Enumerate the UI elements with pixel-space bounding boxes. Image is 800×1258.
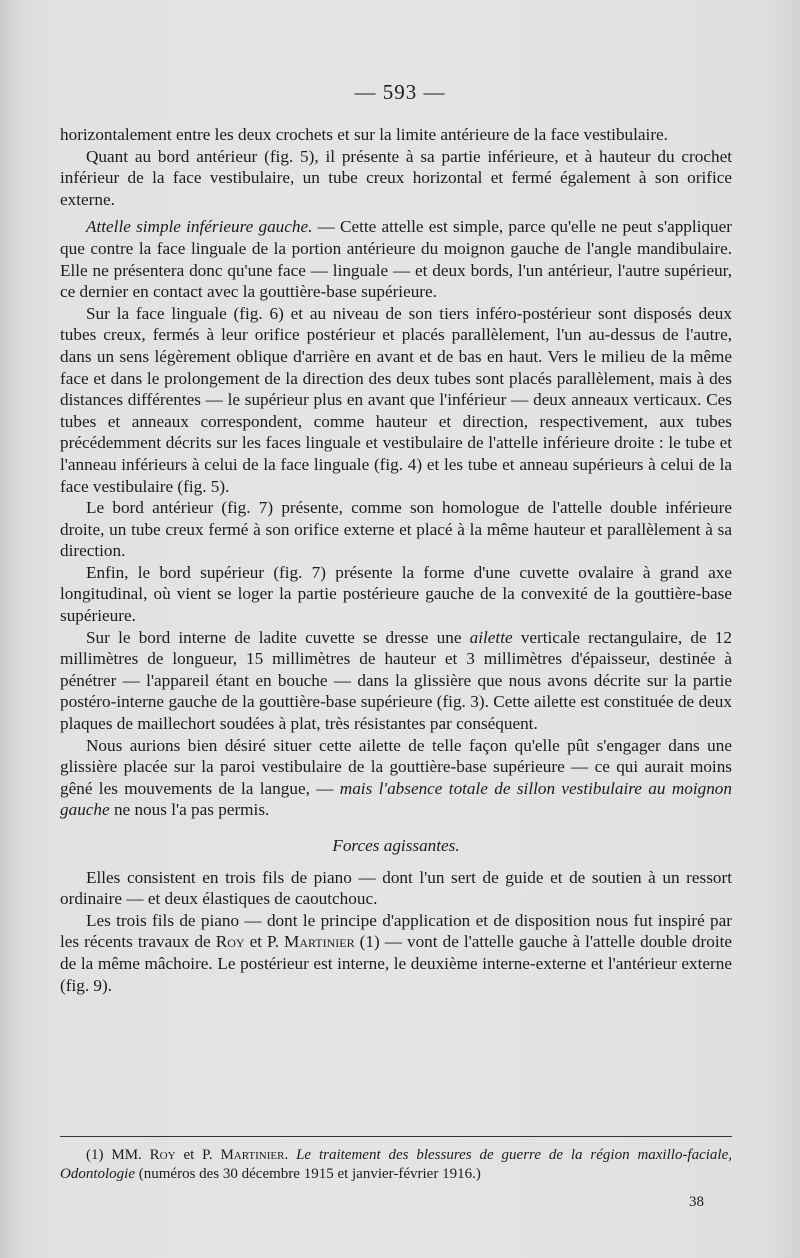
- paragraph-10: Les trois fils de piano — dont le principe d'application et de disposition nous fut inspiré par les récents travaux de Roy et P. Martinier (1) — vont de l'attelle gauche à l'attelle double droite de la même mâchoire. Le postérieur est interne, le deuxième interne-externe et l'antérieur externe (fig. 9).: [60, 910, 733, 995]
- section-heading: Forces agissantes.: [332, 836, 460, 855]
- subsection-title: Attelle simple inférieure gauche.: [86, 217, 313, 237]
- page-number: — 593 —: [354, 80, 446, 104]
- paragraph-6: Enfin, le bord supérieur (fig. 7) présente la forme d'une cuvette ovalaire à grand axe longitudinal, où vient se loger la partie postérieure gauche de la convexité de la gouttière-base supérieure.: [60, 562, 732, 626]
- paragraph-3: Attelle simple inférieure gauche. — Cette attelle est simple, parce qu'elle ne peut s'appliquer que contre la face linguale de la portion antérieure du moignon gauche de l'angle mandibulaire. Elle ne présentera donc qu'une face — linguale — et deux bords, l'un antérieur, l'autre supérieur, ce dernier en contact avec la gouttière-base supérieure.: [60, 217, 732, 302]
- footnote-rule: [60, 1136, 732, 1137]
- footnote: (1) MM. Roy et P. Martinier. Le traitement des blessures de guerre de la région maxillo-faciale, Odontologie (numéros des 30 décembre 1915 et janvier-février 1916.): [60, 1147, 733, 1182]
- paragraph-7: Sur le bord interne de ladite cuvette se dresse une ailette verticale rectangulaire, de 12 millimètres de longueur, 15 millimètres de hauteur et 3 millimètres d'épaisseur, destinée à pénétrer — l'appareil étant en bouche — dans la glissière que nous avons décrite sur la partie postéro-interne gauche de la gouttière-base supérieure (fig. 3). Cette ailette est constituée de deux plaques de maillechort soudées à plat, très résistantes par conséquent.: [60, 627, 732, 734]
- paragraph-9: Elles consistent en trois fils de piano — dont l'un sert de guide et de soutien à un ressort ordinaire — et deux élastiques de caoutchouc.: [60, 867, 732, 909]
- paragraph-4: Sur la face linguale (fig. 6) et au niveau de son tiers inféro-postérieur sont disposés deux tubes creux, fermés à leur orifice postérieur et placés parallèlement, l'un au-dessus de l'autre, dans un sens légèrement oblique d'arrière en avant et de bas en haut. Vers le milieu de la même face et dans le prolongement de la direction des deux tubes sont placés parallèlement, mais à des distances différentes — le supérieur plus en avant que l'inférieur — deux anneaux verticaux. Ces tubes et anneaux correspondent, comme hauteur et direction, respectivement, aux tubes précédemment décrits sur les faces linguale et vestibulaire de l'attelle inférieure droite : le tube et l'anneau inférieurs à celui de la face linguale (fig. 4) et les tube et anneau supérieurs à celui de la face vestibulaire (fig. 5).: [60, 303, 732, 496]
- paragraph-2: Quant au bord antérieur (fig. 5), il présente à sa partie inférieure, et à hauteur du crochet inférieur de la face vestibulaire, un tube creux horizontal et fermé également à son orifice externe.: [60, 146, 732, 209]
- paragraph-8: Nous aurions bien désiré situer cette ailette de telle façon qu'elle pût s'engager dans une glissière placée sur la paroi vestibulaire de la gouttière-base supérieure — ce qui aurait moins gêné les mouvements de la langue, — mais l'absence totale de sillon vestibulaire au moignon gauche ne nous l'a pas permis.: [60, 735, 732, 820]
- signature-mark: 38: [689, 1194, 704, 1210]
- body-text: [60, 124, 732, 996]
- paragraph-1: horizontalement entre les deux crochets et sur la limite antérieure de la face vestibulaire.: [60, 125, 668, 144]
- paragraph-5: Le bord antérieur (fig. 7) présente, comme son homologue de l'attelle double inférieure droite, un tube creux fermé à son orifice externe et placé à la même hauteur et parallèlement à sa direction.: [60, 498, 732, 561]
